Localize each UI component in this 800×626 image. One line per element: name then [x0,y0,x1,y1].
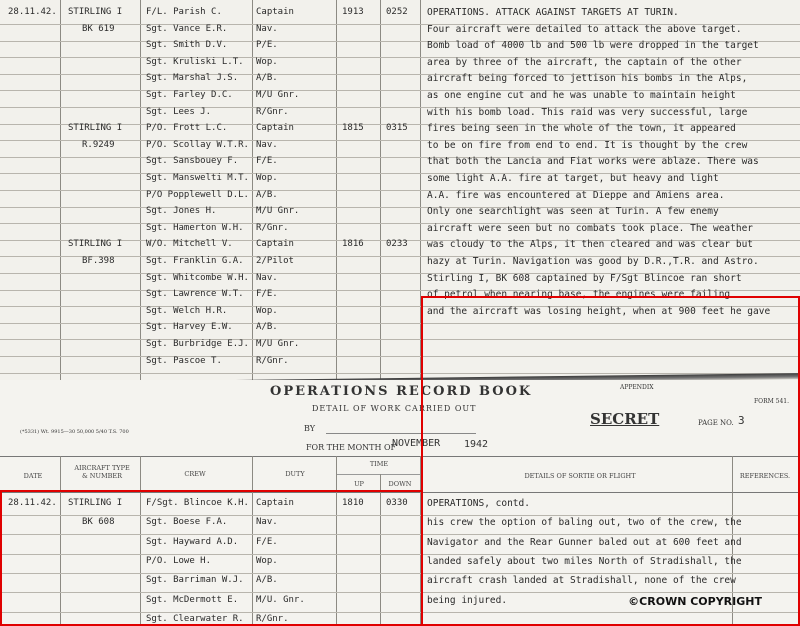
time-up-cell: 1816 [342,239,364,250]
time-down-cell: 0330 [386,498,408,508]
details-cell: Bomb load of 4000 lb and 500 lb were dropped in the target [427,40,759,52]
time-down-cell: 0252 [386,7,408,17]
col-header-crew: CREW [184,470,206,478]
duty-cell: M/U. Gnr. [256,594,305,605]
crown-copyright-notice: ©CROWN COPYRIGHT [628,595,762,608]
duty-cell: Wop. [256,555,278,566]
time-up-cell: 1815 [342,123,364,134]
col-header-up: UP [354,480,364,488]
details-cell: some light A.A. fire at target, but heavy and light [427,173,719,184]
duty-cell: M/U Gnr. [256,206,300,217]
details-cell: landed safely about two miles North of Stradishall, the [427,555,742,567]
duty-cell: R/Gnr. [256,613,289,624]
duty-cell: A/B. [256,189,278,200]
highlight-box-crew [0,490,423,626]
col-header-duty: DUTY [285,470,305,478]
crew-cell: Sgt. McDermott E. [146,594,239,605]
crew-cell: P/O Popplewell D.L. [146,189,249,200]
aircraft-cell: STIRLING I [68,498,123,508]
crew-cell: P/O. Frott L.C. [146,123,228,134]
crew-cell: Sgt. Lees J. [146,106,212,117]
details-cell: OPERATIONS. ATTACK AGAINST TARGETS AT TURIN. [427,7,679,18]
col-header-details: DETAILS OF SORTIE OR FLIGHT [524,472,636,480]
duty-cell: A/B. [256,575,278,586]
aircraft-cell: BF.398 [82,256,115,266]
duty-cell: Nav. [256,23,278,34]
duty-cell: Captain [256,7,294,17]
duty-cell: F/E. [256,156,278,167]
aircraft-cell: BK 619 [82,23,115,34]
crew-cell: Sgt. Harvey E.W. [146,322,233,333]
duty-cell: 2/Pilot [256,256,294,266]
printer-imprint: (*5331) Wt. 9915—30 50,000 5/40 T.S. 700 [20,429,129,435]
page-label: PAGE NO. [698,419,734,427]
details-cell: being injured. [427,594,508,606]
details-cell: OPERATIONS, contd. [427,498,530,509]
details-cell: aircraft crash landed at Stradishall, none of the crew [427,575,736,587]
details-cell: Navigator and the Rear Gunner baled out at 600 feet and [427,536,742,548]
details-cell: and the aircraft was losing height, when at 900 feet he gave [427,305,771,317]
details-cell: to be on fire from end to end. It is thought by the crew [427,139,748,151]
time-rule [336,474,420,475]
details-cell: of petrol when nearing base, the engines were failing [427,289,731,301]
details-cell: area by three of the aircraft, the captain of the other [427,56,742,68]
col-header-down: DOWN [388,480,412,488]
crew-cell: Sgt. Burbridge E.J. [146,339,249,349]
page-number: 3 [738,414,745,427]
duty-cell: Wop. [256,305,278,316]
details-cell: with his bomb load. This raid was very successful, large [427,106,748,118]
duty-cell: Nav. [256,139,278,150]
crew-cell: Sgt. Kruliski L.T. [146,56,244,67]
crew-cell: Sgt. Hamerton W.H. [146,222,244,233]
crew-cell: Sgt. Farley D.C. [146,90,233,100]
duty-cell: M/U Gnr. [256,339,300,349]
details-cell: that both the Lancia and Fiat works were ablaze. There was [427,156,759,168]
date-cell: 28.11.42. [8,7,57,17]
crew-cell: P/O. Scollay W.T.R. [146,139,249,150]
duty-cell: R/Gnr. [256,355,289,366]
details-cell: as one engine cut and he was unable to maintain height [427,90,736,101]
crew-cell: Sgt. Sansbouey F. [146,156,239,167]
crew-cell: Sgt. Welch H.R. [146,305,228,316]
duty-cell: Wop. [256,56,278,67]
form-number: FORM 541. [754,398,790,405]
duty-cell: A/B. [256,322,278,333]
crew-cell: Sgt. Hayward A.D. [146,536,239,547]
crew-cell: Sgt. Manswelti M.T. [146,173,249,183]
duty-cell: Wop. [256,173,278,183]
secret-stamp: SECRET [590,410,660,428]
month-prefix: FOR THE MONTH OF [306,443,397,452]
crew-cell: Sgt. Marshal J.S. [146,73,239,84]
duty-cell: F/E. [256,289,278,300]
details-cell: A.A. fire was encountered at Dieppe and Amiens area. [427,189,725,201]
crew-cell: F/Sgt. Blincoe K.H. [146,498,249,508]
duty-cell: Nav. [256,517,278,528]
details-cell: his crew the option of baling out, two of the crew, the [427,517,742,529]
crew-cell: Sgt. Boese F.A. [146,517,228,528]
col-header-aircraft: AIRCRAFT TYPE & NUMBER [74,464,130,480]
aircraft-cell: STIRLING I [68,7,123,17]
duty-cell: F/E. [256,536,278,547]
crew-cell: Sgt. Jones H. [146,206,217,217]
details-cell: Stirling I, BK 608 captained by F/Sgt Blincoe ran short [427,272,742,284]
details-cell: Four aircraft were detailed to attack the above target. [427,23,742,35]
crew-cell: F/L. Parish C. [146,7,222,17]
details-cell: hazy at Turin. Navigation was good by D.R.,T.R. and Astro. [427,256,759,267]
aircraft-cell: BK 608 [82,517,115,528]
crew-cell: Sgt. Franklin G.A. [146,256,244,266]
crew-cell: W/O. Mitchell V. [146,239,233,250]
appendix-label: APPENDIX [620,384,654,391]
duty-cell: R/Gnr. [256,222,289,233]
duty-cell: M/U Gnr. [256,90,300,100]
form-subtitle: DETAIL OF WORK CARRIED OUT [312,404,477,413]
time-up-cell: 1810 [342,498,364,508]
month-value: NOVEMBER [392,438,441,449]
duty-cell: A/B. [256,73,278,84]
crew-cell: P/O. Lowe H. [146,555,212,566]
aircraft-cell: STIRLING I [68,239,123,250]
duty-cell: Captain [256,239,294,250]
form-title: OPERATIONS RECORD BOOK [270,384,533,399]
duty-cell: Captain [256,123,294,134]
time-up-cell: 1913 [342,7,364,17]
aircraft-cell: STIRLING I [68,123,123,134]
time-down-cell: 0233 [386,239,408,250]
details-cell: Only one searchlight was seen at Turin. A few enemy [427,206,719,218]
col-header-references: REFERENCES. [739,472,791,480]
crew-cell: Sgt. Lawrence W.T. [146,289,244,300]
crew-cell: Sgt. Clearwater R. [146,613,244,624]
col-header-time: TIME [369,460,389,468]
details-cell: aircraft were seen but no combats took place. The weather [427,222,754,234]
details-cell: aircraft being forced to jettison his bombs in the Alps, [427,73,748,85]
duty-cell: P/E. [256,40,278,51]
date-cell: 28.11.42. [8,498,57,508]
crew-cell: Sgt. Whitcombe W.H. [146,272,249,283]
crew-cell: Sgt. Smith D.V. [146,40,228,51]
year-value: 1942 [464,439,489,450]
duty-cell: Nav. [256,272,278,283]
aircraft-cell: R.9249 [82,139,115,150]
by-label: BY [304,424,316,433]
crew-cell: Sgt. Vance E.R. [146,23,228,34]
details-cell: was cloudy to the Alps, it then cleared and was clear but [427,239,754,251]
crew-cell: Sgt. Barriman W.J. [146,575,244,586]
crew-cell: Sgt. Pascoe T. [146,355,222,366]
duty-cell: R/Gnr. [256,106,289,117]
col-header-date: DATE [23,472,43,480]
highlight-box-details [421,296,800,626]
duty-cell: Captain [256,498,294,508]
details-cell: fires being seen in the whole of the town, it appeared [427,123,736,135]
time-down-cell: 0315 [386,123,408,134]
